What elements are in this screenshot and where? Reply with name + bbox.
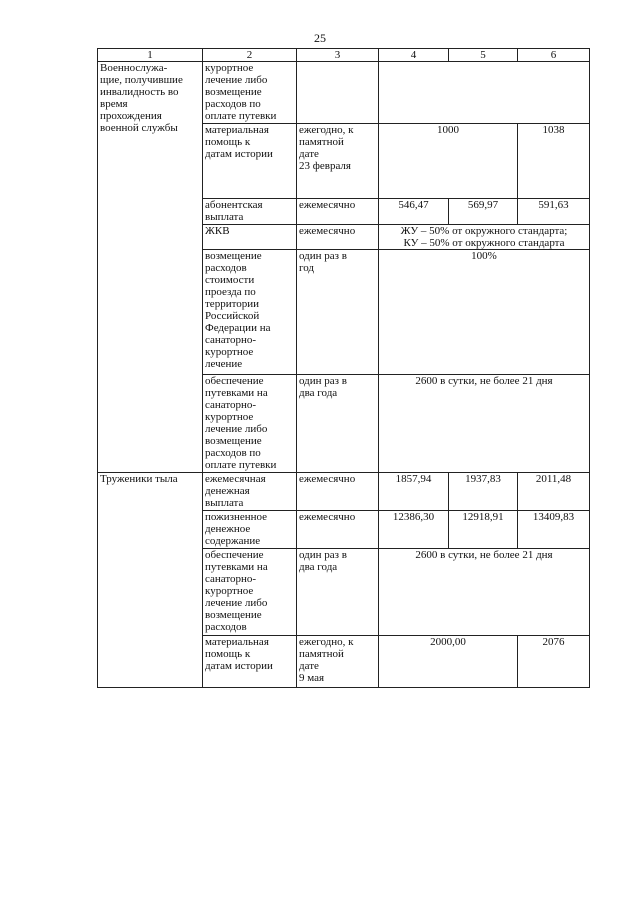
frequency-cell: ежегодно, к памятной дате 23 февраля xyxy=(297,124,379,199)
amount-cell: 2000,00 xyxy=(379,636,518,688)
frequency-cell: ежемесячно xyxy=(297,473,379,511)
amount-cell: 2600 в сутки, не более 21 дня xyxy=(379,375,590,473)
amount-cell: 1000 xyxy=(379,124,518,199)
frequency-cell: ежемесячно xyxy=(297,511,379,549)
amount-cell: 591,63 xyxy=(518,199,590,225)
table-header-row xyxy=(98,49,590,62)
frequency-cell: один раз в год xyxy=(297,250,379,375)
category-cell: Труженики тыла xyxy=(98,473,203,688)
frequency-cell: ежемесячно xyxy=(297,225,379,250)
amount-cell: 546,47 xyxy=(379,199,449,225)
benefit-cell: курортное лечение либо возмещение расходов по оплате путевки xyxy=(203,62,297,124)
frequency-cell: ежегодно, к памятной дате 9 мая xyxy=(297,636,379,688)
header-cell: 4 xyxy=(379,49,449,62)
header-cell: 6 xyxy=(518,49,590,62)
amount-cell: 2600 в сутки, не более 21 дня xyxy=(379,549,590,636)
table-row xyxy=(98,62,590,124)
amount-cell: 12386,30 xyxy=(379,511,449,549)
benefit-cell: обеспечение путевками на санаторно- курортное лечение либо возмещение расходов xyxy=(203,549,297,636)
page-number: 25 xyxy=(314,31,326,45)
benefit-cell: материальная помощь к датам истории xyxy=(203,636,297,688)
benefit-cell: возмещение расходов стоимости проезда по территории Российской Федерации на санаторно- курортное лечение xyxy=(203,250,297,375)
header-cell: 3 xyxy=(297,49,379,62)
frequency-cell: один раз в два года xyxy=(297,549,379,636)
amount-cell: 1937,83 xyxy=(449,473,518,511)
benefits-table xyxy=(97,48,590,688)
amount-cell: 1857,94 xyxy=(379,473,449,511)
amount-cell: 1038 xyxy=(518,124,590,199)
frequency-cell: один раз в два года xyxy=(297,375,379,473)
header-cell: 1 xyxy=(98,49,203,62)
frequency-cell xyxy=(297,62,379,124)
benefit-cell: ЖКВ xyxy=(203,225,297,250)
benefit-cell: абонентская выплата xyxy=(203,199,297,225)
amount-cell: 12918,91 xyxy=(449,511,518,549)
table-row xyxy=(98,473,590,511)
benefit-cell: пожизненное денежное содержание xyxy=(203,511,297,549)
header-cell: 5 xyxy=(449,49,518,62)
benefit-cell: обеспечение путевками на санаторно- курортное лечение либо возмещение расходов по оплате путевки xyxy=(203,375,297,473)
category-cell: Военнослужа- щие, получившие инвалидность во время прохождения военной службы xyxy=(98,62,203,473)
amount-cell: 569,97 xyxy=(449,199,518,225)
amount-cell: 100% xyxy=(379,250,590,375)
benefit-cell: ежемесячная денежная выплата xyxy=(203,473,297,511)
amount-cell xyxy=(379,62,590,124)
amount-cell: ЖУ – 50% от окружного стандарта; КУ – 50% от окружного стандарта xyxy=(379,225,590,250)
frequency-cell: ежемесячно xyxy=(297,199,379,225)
benefit-cell: материальная помощь к датам истории xyxy=(203,124,297,199)
amount-cell: 2076 xyxy=(518,636,590,688)
amount-cell: 13409,83 xyxy=(518,511,590,549)
header-cell: 2 xyxy=(203,49,297,62)
amount-cell: 2011,48 xyxy=(518,473,590,511)
